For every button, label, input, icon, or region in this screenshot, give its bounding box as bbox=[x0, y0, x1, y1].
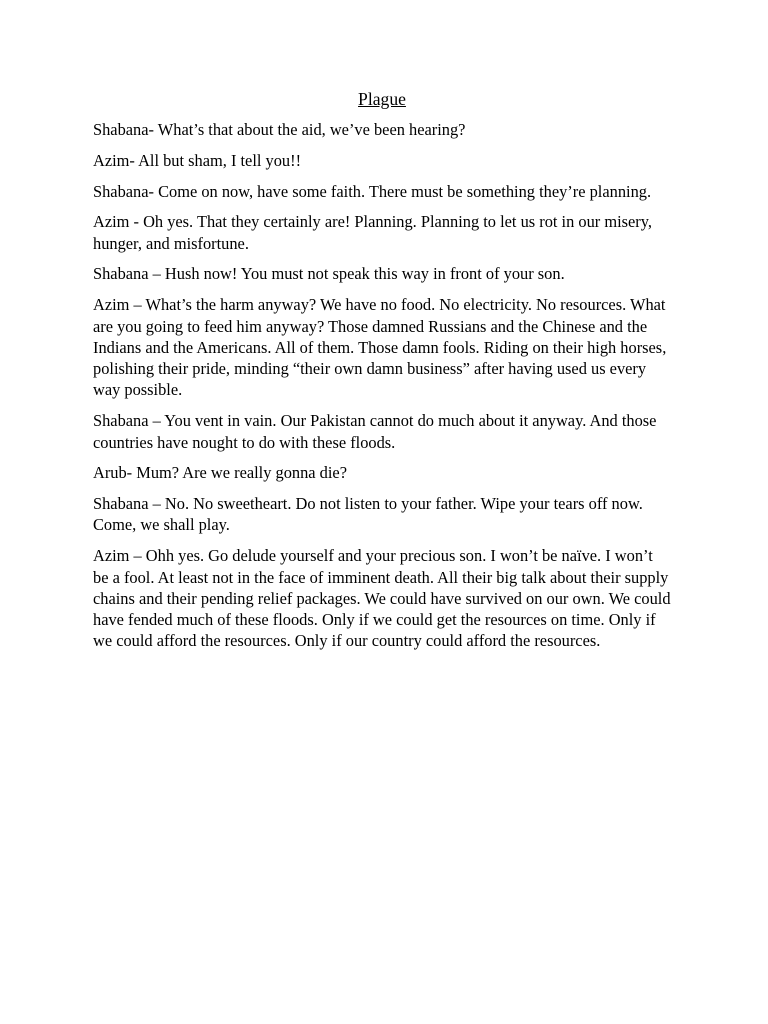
dialogue-line-azim: Azim - Oh yes. That they certainly are! Planning. Planning to let us rot in our misery, hunger, and misfortune. bbox=[93, 212, 652, 253]
document-title: Plague bbox=[358, 89, 406, 109]
dialogue-line-azim: Azim – Ohh yes. Go delude yourself and your precious son. I won’t be naïve. I won’t be a fool. At least not in the face of imminent death. All their big talk about their supply chains and their pending relief packages. We could have survived on our own. We could have fended much of these floods. Only if we could get the resources on time. Only if we could afford the resources. Only if our country could afford the resources. bbox=[93, 546, 671, 651]
dialogue-line-azim: Azim- All but sham, I tell you!! bbox=[93, 150, 302, 170]
dialogue-line-shabana: Shabana – You vent in vain. Our Pakistan cannot do much about it anyway. And those countries have nought to do with these floods. bbox=[93, 411, 657, 452]
dialogue-line-arub: Arub- Mum? Are we really gonna die? bbox=[93, 463, 347, 483]
dialogue-line-shabana: Shabana – Hush now! You must not speak this way in front of your son. bbox=[93, 264, 565, 284]
dialogue-line-shabana: Shabana – No. No sweetheart. Do not listen to your father. Wipe your tears off now. Come, we shall play. bbox=[93, 494, 643, 535]
dialogue-line-azim: Azim – What’s the harm anyway? We have no food. No electricity. No resources. What are you going to feed him anyway? Those damned Russians and the Chinese and the Indians and the Americans. All of them. Those damn fools. Riding on their high horses, polishing their pride, minding “their own damn business” after having used us every way possible. bbox=[93, 295, 667, 400]
dialogue-line-shabana: Shabana- Come on now, have some faith. There must be something they’re planning. bbox=[93, 181, 652, 201]
document-body bbox=[93, 88, 671, 661]
dialogue-line-shabana: Shabana- What’s that about the aid, we’ve been hearing? bbox=[93, 120, 466, 139]
